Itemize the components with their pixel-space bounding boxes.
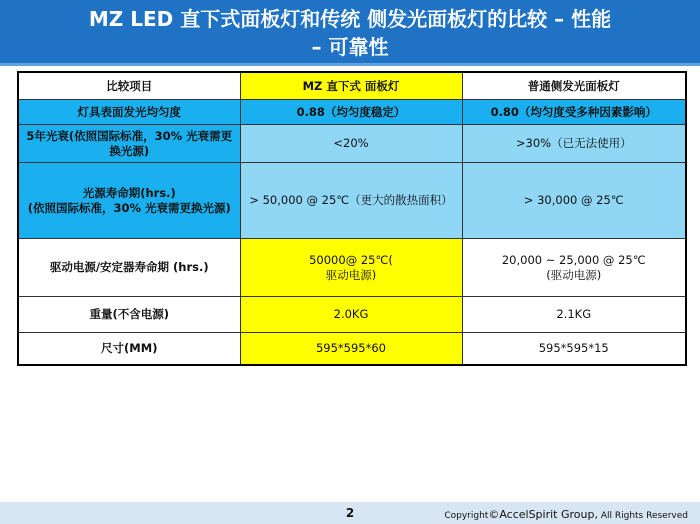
row-mz-value: 0.88（均匀度稳定） xyxy=(240,100,462,125)
copyright-suffix: All Rights Reserved xyxy=(597,511,688,521)
row-edge-value: 20,000 ~ 25,000 @ 25℃ (驱动电源) xyxy=(462,239,686,297)
copyright-notice xyxy=(444,508,688,521)
page-number: 2 xyxy=(345,506,355,520)
row-label: 灯具表面发光均匀度 xyxy=(18,100,240,125)
slide-title-bar xyxy=(0,0,700,66)
header-edge-panel: 普通侧发光面板灯 xyxy=(462,72,686,100)
table-row xyxy=(18,163,686,239)
table-row xyxy=(18,333,686,365)
row-label: 驱动电源/安定器寿命期 (hrs.) xyxy=(18,239,240,297)
row-edge-value: 0.80（均匀度受多种因素影响） xyxy=(462,100,686,125)
header-mz-panel: MZ 直下式 面板灯 xyxy=(240,72,462,100)
table-header-row xyxy=(18,72,686,100)
table-row xyxy=(18,239,686,297)
row-mz-value: 595*595*60 xyxy=(240,333,462,365)
slide-title-line1: MZ LED 直下式面板灯和传统 侧发光面板灯的比较 – 性能 xyxy=(88,7,612,31)
row-edge-value: >30%（已无法使用） xyxy=(462,125,686,163)
row-edge-value: 595*595*15 xyxy=(462,333,686,365)
table-row xyxy=(18,125,686,163)
row-label: 5年光衰(依照国际标准，30% 光衰需更换光源) xyxy=(18,125,240,163)
row-label: 重量(不含电源) xyxy=(18,297,240,333)
row-label: 光源寿命期(hrs.) (依照国际标准，30% 光衰需更换光源) xyxy=(18,163,240,239)
row-mz-value: > 50,000 @ 25℃（更大的散热面积） xyxy=(240,163,462,239)
slide-title-line2: – 可靠性 xyxy=(311,35,389,59)
row-mz-value: 2.0KG xyxy=(240,297,462,333)
row-mz-value: 50000@ 25℃( 驱动电源) xyxy=(240,239,462,297)
row-edge-value: 2.1KG xyxy=(462,297,686,333)
comparison-table xyxy=(17,71,687,366)
row-edge-value: > 30,000 @ 25℃ xyxy=(462,163,686,239)
copyright-prefix: Copyright xyxy=(444,511,489,521)
header-item: 比较项目 xyxy=(18,72,240,100)
table-row xyxy=(18,297,686,333)
table-row xyxy=(18,100,686,125)
row-mz-value: <20% xyxy=(240,125,462,163)
row-label: 尺寸(MM) xyxy=(18,333,240,365)
title-underline xyxy=(0,63,700,66)
copyright-brand: ©AccelSpirit Group, xyxy=(488,508,598,521)
